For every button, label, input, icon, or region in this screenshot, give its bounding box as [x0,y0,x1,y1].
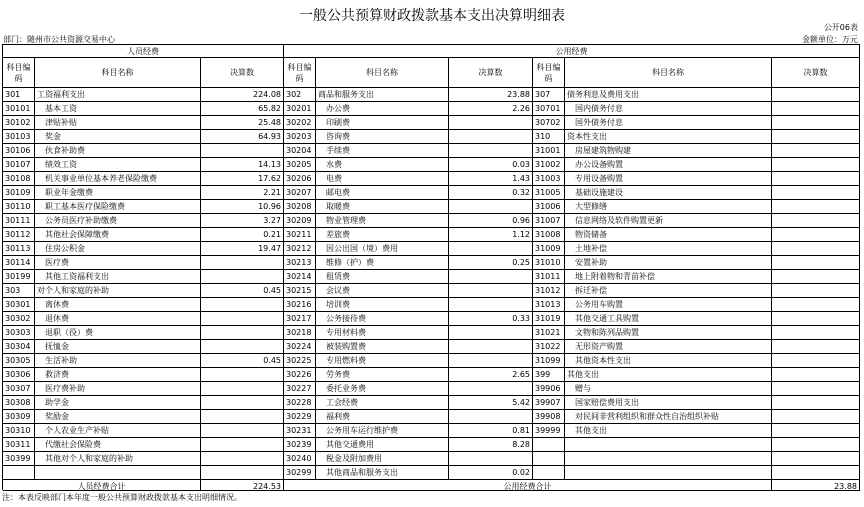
other-amount-cell [772,130,860,144]
other-name-cell: 文物和陈列品购置 [565,326,772,340]
personnel-code-cell: 30106 [3,144,35,158]
other-name-cell: 地上附着物和青苗补偿 [565,270,772,284]
public-total-amount: 23.88 [772,480,860,491]
personnel-code-cell: 303 [3,284,35,298]
personnel-code-cell: 30310 [3,424,35,438]
public-code-cell: 30231 [284,424,316,438]
other-name-cell [565,466,772,480]
public-code-cell: 30209 [284,214,316,228]
personnel-code-cell: 30311 [3,438,35,452]
public-name-cell: 公务接待费 [316,312,449,326]
other-name-cell: 国外债务付息 [565,116,772,130]
personnel-amount-cell: 65.82 [201,102,284,116]
personnel-name-cell: 退职（役）费 [35,326,201,340]
personnel-amount-cell [201,298,284,312]
personnel-name-cell: 其他工资福利支出 [35,270,201,284]
other-name-cell: 拆迁补偿 [565,284,772,298]
other-amount-cell [772,172,860,186]
other-amount-cell [772,382,860,396]
other-code-cell: 31019 [533,312,565,326]
header-personnel: 人员经费 [3,45,284,58]
personnel-code-cell: 30199 [3,270,35,284]
personnel-code-cell: 30102 [3,116,35,130]
public-code-cell: 30225 [284,354,316,368]
personnel-amount-cell [201,466,284,480]
other-amount-cell [772,256,860,270]
header-amount-col: 决算数 [449,58,533,88]
other-code-cell: 31022 [533,340,565,354]
personnel-amount-cell [201,424,284,438]
other-amount-cell [772,466,860,480]
report-title: 一般公共预算财政拨款基本支出决算明细表 [299,8,565,24]
public-code-cell: 30214 [284,270,316,284]
other-code-cell: 31002 [533,158,565,172]
public-code-cell: 30224 [284,340,316,354]
public-code-cell: 30211 [284,228,316,242]
other-amount-cell [772,284,860,298]
public-code-cell: 30228 [284,396,316,410]
other-name-cell: 其他交通工具购置 [565,312,772,326]
other-name-cell: 土地补偿 [565,242,772,256]
header-amount-col: 决算数 [772,58,860,88]
personnel-code-cell: 30112 [3,228,35,242]
public-name-cell: 专用材料费 [316,326,449,340]
public-amount-cell [449,200,533,214]
personnel-name-cell: 代缴社会保险费 [35,438,201,452]
public-code-cell: 30239 [284,438,316,452]
personnel-amount-cell [201,410,284,424]
personnel-amount-cell [201,340,284,354]
other-code-cell: 31013 [533,298,565,312]
public-amount-cell: 1.12 [449,228,533,242]
personnel-name-cell: 退休费 [35,312,201,326]
personnel-code-cell: 30306 [3,368,35,382]
public-name-cell: 办公费 [316,102,449,116]
public-amount-cell [449,130,533,144]
personnel-code-cell: 30113 [3,242,35,256]
personnel-amount-cell: 3.27 [201,214,284,228]
other-amount-cell [772,228,860,242]
personnel-name-cell: 伙食补助费 [35,144,201,158]
public-amount-cell [449,116,533,130]
header-code-col: 科目编码 [3,58,35,88]
public-name-cell: 工会经费 [316,396,449,410]
public-amount-cell [449,410,533,424]
personnel-name-cell: 其他社会保障缴费 [35,228,201,242]
other-amount-cell [772,326,860,340]
personnel-name-cell: 离休费 [35,298,201,312]
public-name-cell: 因公出国（境）费用 [316,242,449,256]
public-code-cell: 30212 [284,242,316,256]
public-amount-cell [449,242,533,256]
personnel-amount-cell [201,382,284,396]
personnel-name-cell: 职业年金缴费 [35,186,201,200]
public-code-cell: 30227 [284,382,316,396]
personnel-name-cell: 奖金 [35,130,201,144]
public-name-cell: 其他商品和服务支出 [316,466,449,480]
public-name-cell: 福利费 [316,410,449,424]
public-name-cell: 咨询费 [316,130,449,144]
public-code-cell: 30218 [284,326,316,340]
other-code-cell: 31012 [533,284,565,298]
other-code-cell: 307 [533,88,565,102]
personnel-name-cell: 助学金 [35,396,201,410]
other-code-cell: 31011 [533,270,565,284]
public-code-cell: 30201 [284,102,316,116]
public-amount-cell [449,382,533,396]
public-name-cell: 物业管理费 [316,214,449,228]
other-name-cell: 信息网络及软件购置更新 [565,214,772,228]
personnel-amount-cell [201,270,284,284]
other-code-cell: 39907 [533,396,565,410]
header-code-col: 科目编码 [533,58,565,88]
public-name-cell: 税金及附加费用 [316,452,449,466]
personnel-amount-cell [201,144,284,158]
personnel-amount-cell: 224.08 [201,88,284,102]
public-code-cell: 30207 [284,186,316,200]
public-code-cell: 30217 [284,312,316,326]
amount-unit-label: 金额单位：万元 [802,35,858,44]
personnel-code-cell [3,466,35,480]
personnel-name-cell: 公务员医疗补助缴费 [35,214,201,228]
public-amount-cell: 0.02 [449,466,533,480]
department-label: 部门：随州市公共资源交易中心 [3,35,115,44]
other-code-cell: 310 [533,130,565,144]
personnel-amount-cell: 19.47 [201,242,284,256]
personnel-code-cell: 30103 [3,130,35,144]
header-name-col: 科目名称 [35,58,201,88]
public-code-cell: 30226 [284,368,316,382]
personnel-name-cell: 奖励金 [35,410,201,424]
public-name-cell: 劳务费 [316,368,449,382]
other-code-cell [533,466,565,480]
other-code-cell [533,452,565,466]
personnel-code-cell: 30303 [3,326,35,340]
personnel-name-cell: 工资福利支出 [35,88,201,102]
public-name-cell: 差旅费 [316,228,449,242]
public-code-cell: 30205 [284,158,316,172]
other-code-cell: 31009 [533,242,565,256]
personnel-amount-cell: 2.21 [201,186,284,200]
other-amount-cell [772,354,860,368]
public-amount-cell: 0.81 [449,424,533,438]
other-name-cell: 基础设施建设 [565,186,772,200]
other-code-cell: 31008 [533,228,565,242]
other-code-cell: 39908 [533,410,565,424]
public-name-cell: 取暖费 [316,200,449,214]
other-name-cell: 资本性支出 [565,130,772,144]
personnel-amount-cell [201,312,284,326]
other-code-cell: 31010 [533,256,565,270]
personnel-amount-cell: 25.48 [201,116,284,130]
public-code-cell: 30229 [284,410,316,424]
other-amount-cell [772,298,860,312]
personnel-name-cell: 职工基本医疗保险缴费 [35,200,201,214]
public-name-cell: 商品和服务支出 [316,88,449,102]
personnel-name-cell: 住房公积金 [35,242,201,256]
other-name-cell: 债务利息及费用支出 [565,88,772,102]
personnel-code-cell: 30111 [3,214,35,228]
public-amount-cell [449,298,533,312]
other-name-cell: 办公设备购置 [565,158,772,172]
personnel-amount-cell [201,326,284,340]
public-name-cell: 会议费 [316,284,449,298]
public-amount-cell [449,340,533,354]
other-code-cell: 399 [533,368,565,382]
other-code-cell [533,438,565,452]
other-name-cell: 无形资产购置 [565,340,772,354]
personnel-code-cell: 30107 [3,158,35,172]
other-amount-cell [772,340,860,354]
public-code-cell: 30299 [284,466,316,480]
public-amount-cell [449,270,533,284]
other-amount-cell [772,452,860,466]
personnel-name-cell: 其他对个人和家庭的补助 [35,452,201,466]
public-amount-cell [449,452,533,466]
personnel-name-cell [35,466,201,480]
personnel-amount-cell: 14.13 [201,158,284,172]
personnel-name-cell: 救济费 [35,368,201,382]
public-code-cell: 30215 [284,284,316,298]
personnel-code-cell: 30114 [3,256,35,270]
public-code-cell: 302 [284,88,316,102]
public-name-cell: 水费 [316,158,449,172]
other-amount-cell [772,186,860,200]
public-amount-cell: 2.26 [449,102,533,116]
public-code-cell: 30206 [284,172,316,186]
other-name-cell: 其他支出 [565,368,772,382]
expenditure-table [2,44,860,490]
public-code-cell: 30202 [284,116,316,130]
other-amount-cell [772,424,860,438]
other-name-cell: 房屋建筑物购建 [565,144,772,158]
public-amount-cell: 8.28 [449,438,533,452]
other-code-cell: 39906 [533,382,565,396]
other-code-cell: 39999 [533,424,565,438]
other-code-cell: 31001 [533,144,565,158]
personnel-amount-cell: 10.96 [201,200,284,214]
other-name-cell [565,452,772,466]
public-name-cell: 专用燃料费 [316,354,449,368]
personnel-code-cell: 30108 [3,172,35,186]
personnel-name-cell: 基本工资 [35,102,201,116]
personnel-amount-cell: 64.93 [201,130,284,144]
personnel-name-cell: 个人农业生产补贴 [35,424,201,438]
public-total-label: 公用经费合计 [284,480,772,491]
other-amount-cell [772,144,860,158]
other-name-cell: 安置补助 [565,256,772,270]
other-amount-cell [772,116,860,130]
personnel-name-cell: 生活补助 [35,354,201,368]
personnel-code-cell: 30305 [3,354,35,368]
personnel-amount-cell [201,256,284,270]
public-amount-cell: 0.25 [449,256,533,270]
personnel-amount-cell: 0.45 [201,354,284,368]
personnel-code-cell: 30308 [3,396,35,410]
other-amount-cell [772,200,860,214]
other-code-cell: 30701 [533,102,565,116]
personnel-name-cell: 医疗费补助 [35,382,201,396]
header-public: 公用经费 [284,45,860,58]
public-amount-cell: 2.65 [449,368,533,382]
public-amount-cell: 0.33 [449,312,533,326]
personnel-name-cell: 津贴补贴 [35,116,201,130]
other-amount-cell [772,368,860,382]
public-name-cell: 邮电费 [316,186,449,200]
public-name-cell: 被装购置费 [316,340,449,354]
public-amount-cell [449,354,533,368]
other-name-cell: 物资储备 [565,228,772,242]
public-amount-cell: 1.43 [449,172,533,186]
personnel-code-cell: 30302 [3,312,35,326]
other-amount-cell [772,102,860,116]
header-name-col: 科目名称 [316,58,449,88]
public-amount-cell [449,144,533,158]
other-code-cell: 31021 [533,326,565,340]
public-name-cell: 其他交通费用 [316,438,449,452]
personnel-amount-cell [201,438,284,452]
other-name-cell: 其他资本性支出 [565,354,772,368]
public-amount-cell: 0.96 [449,214,533,228]
personnel-code-cell: 30110 [3,200,35,214]
other-amount-cell [772,158,860,172]
public-code-cell: 30216 [284,298,316,312]
header-amount-col: 决算数 [201,58,284,88]
other-code-cell: 31099 [533,354,565,368]
personnel-code-cell: 30301 [3,298,35,312]
personnel-code-cell: 30101 [3,102,35,116]
other-code-cell: 31007 [533,214,565,228]
personnel-name-cell: 对个人和家庭的补助 [35,284,201,298]
personnel-code-cell: 30309 [3,410,35,424]
other-name-cell: 国家赔偿费用支出 [565,396,772,410]
public-code-cell: 30208 [284,200,316,214]
other-name-cell: 国内债务付息 [565,102,772,116]
other-code-cell: 31005 [533,186,565,200]
personnel-name-cell: 医疗费 [35,256,201,270]
other-amount-cell [772,438,860,452]
public-amount-cell: 0.32 [449,186,533,200]
public-code-cell: 30240 [284,452,316,466]
public-name-cell: 印刷费 [316,116,449,130]
other-name-cell: 专用设备购置 [565,172,772,186]
other-name-cell [565,438,772,452]
other-code-cell: 31003 [533,172,565,186]
public-code-cell: 30213 [284,256,316,270]
header-code-col: 科目编码 [284,58,316,88]
personnel-total-label: 人员经费合计 [3,480,201,491]
personnel-amount-cell [201,452,284,466]
other-amount-cell [772,396,860,410]
personnel-amount-cell: 0.45 [201,284,284,298]
personnel-amount-cell [201,368,284,382]
other-name-cell: 对民间非营利组织和群众性自治组织补贴 [565,410,772,424]
footnote: 注：本表反映部门本年度一般公共预算财政拨款基本支出明细情况。 [2,493,242,502]
other-name-cell: 赠与 [565,382,772,396]
public-name-cell: 培训费 [316,298,449,312]
personnel-amount-cell: 17.62 [201,172,284,186]
public-amount-cell: 0.03 [449,158,533,172]
public-code-cell: 30203 [284,130,316,144]
other-name-cell: 其他支出 [565,424,772,438]
other-name-cell: 大型修缮 [565,200,772,214]
public-amount-cell [449,326,533,340]
public-amount-cell: 23.88 [449,88,533,102]
public-name-cell: 公务用车运行维护费 [316,424,449,438]
personnel-code-cell: 301 [3,88,35,102]
form-code: 公开06表 [823,23,858,32]
personnel-name-cell: 抚恤金 [35,340,201,354]
public-amount-cell [449,284,533,298]
public-code-cell: 30204 [284,144,316,158]
public-name-cell: 电费 [316,172,449,186]
public-name-cell: 租赁费 [316,270,449,284]
personnel-amount-cell: 0.21 [201,228,284,242]
other-code-cell: 30702 [533,116,565,130]
other-amount-cell [772,88,860,102]
personnel-name-cell: 机关事业单位基本养老保险缴费 [35,172,201,186]
other-amount-cell [772,410,860,424]
public-amount-cell: 5.42 [449,396,533,410]
other-name-cell: 公务用车购置 [565,298,772,312]
personnel-amount-cell [201,396,284,410]
other-amount-cell [772,270,860,284]
other-amount-cell [772,242,860,256]
personnel-code-cell: 30304 [3,340,35,354]
public-name-cell: 手续费 [316,144,449,158]
personnel-code-cell: 30109 [3,186,35,200]
public-name-cell: 委托业务费 [316,382,449,396]
public-name-cell: 维修（护）费 [316,256,449,270]
personnel-code-cell: 30307 [3,382,35,396]
other-amount-cell [772,312,860,326]
personnel-total-amount: 224.53 [201,480,284,491]
personnel-name-cell: 绩效工资 [35,158,201,172]
other-amount-cell [772,214,860,228]
personnel-code-cell: 30399 [3,452,35,466]
other-code-cell: 31006 [533,200,565,214]
header-name-col: 科目名称 [565,58,772,88]
